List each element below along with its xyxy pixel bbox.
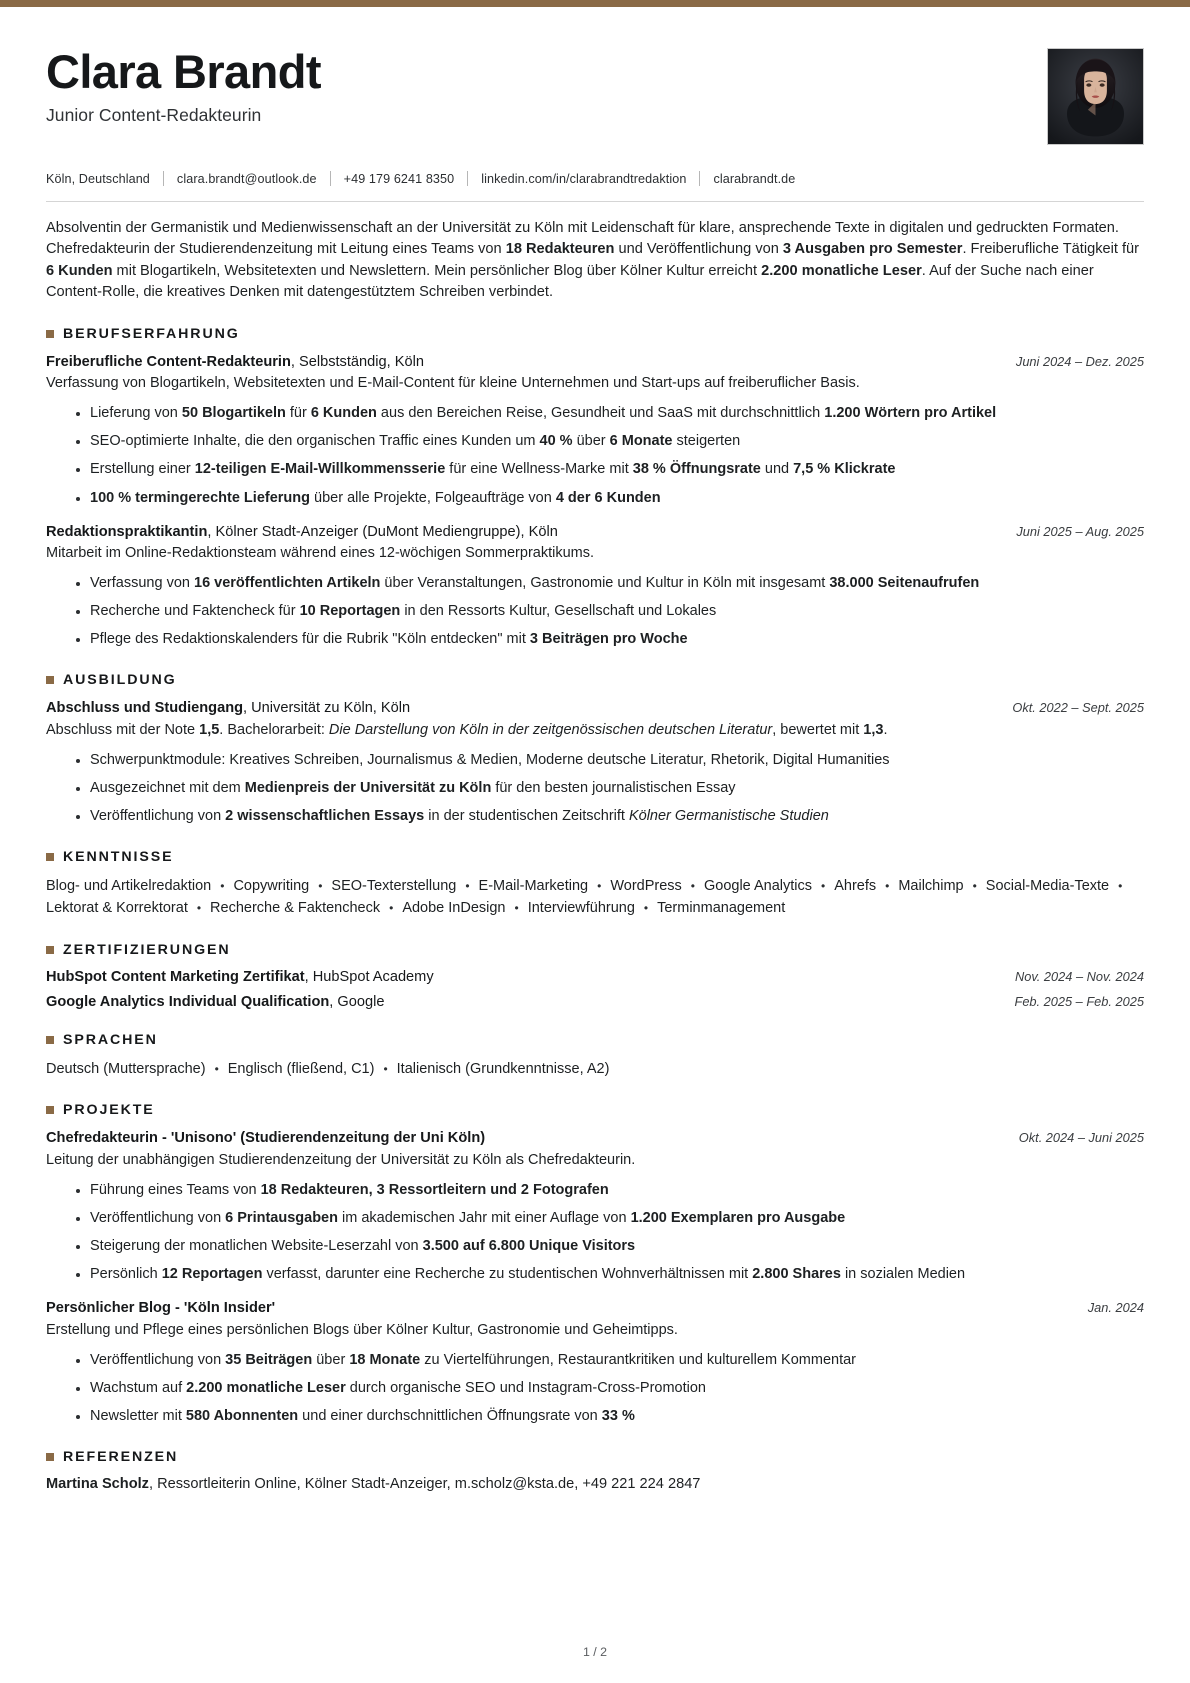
contact-linkedin[interactable]: linkedin.com/in/clarabrandtredaktion <box>481 171 687 186</box>
project-entries <box>46 1129 1144 1427</box>
list-separator-dot: • <box>690 879 695 894</box>
inline-list-item: Englisch (fließend, C1) <box>227 1060 375 1077</box>
bullet-item: Erstellung einer 12-teiligen E-Mail-Willkommensserie für eine Wellness-Marke mit 38 % Öffnungsrate und 7,5 % Klickrate <box>76 459 1144 480</box>
entry-date-range: Okt. 2022 – Sept. 2025 <box>1012 700 1144 716</box>
entry-title: Redaktionspraktikantin, Kölner Stadt-Anzeiger (DuMont Mediengruppe), Köln <box>46 523 558 540</box>
resume-entry <box>46 1129 1144 1285</box>
entry-description: Abschluss mit der Note 1,5. Bachelorarbeit: Die Darstellung von Köln in der zeitgenössischen deutschen Literatur, bewertet mit 1,3. <box>46 721 888 738</box>
inline-list-item: Terminmanagement <box>657 899 786 916</box>
contact-separator <box>330 171 331 186</box>
inline-list-item: Social-Media-Texte <box>985 878 1110 895</box>
section-sprachen <box>46 1032 1144 1081</box>
header-text-block <box>46 44 1047 126</box>
languages-list <box>46 1059 1144 1081</box>
bullet-item: Newsletter mit 580 Abonnenten und einer durchschnittlichen Öffnungsrate von 33 % <box>76 1406 1144 1427</box>
list-separator-dot: • <box>597 879 602 894</box>
list-separator-dot: • <box>383 1061 388 1076</box>
entry-description: Leitung der unabhängigen Studierendenzeitung der Universität zu Köln als Chefredakteurin. <box>46 1151 636 1168</box>
reference-entry: Martina Scholz, Ressortleiterin Online, Kölner Stadt-Anzeiger, m.scholz@ksta.de, +49 221 224 2847 <box>46 1475 701 1492</box>
entry-title: Freiberufliche Content-Redakteurin, Selbstständig, Köln <box>46 353 424 370</box>
entry-header-row <box>46 1299 1144 1319</box>
section-header <box>46 942 1144 958</box>
inline-list-item: Lektorat & Korrektorat <box>46 899 188 916</box>
section-title: ZERTIFIZIERUNGEN <box>63 941 231 958</box>
professional-summary: Absolventin der Germanistik und Medienwissenschaft an der Universität zu Köln mit Leidenschaft für klare, ansprechende Texte in digitalen und gedruckten Formaten. Chefredakteurin der Studierendenzeitung mit Leitung eines Teams von 18 Redakteuren und Veröffentlichung von 3 Ausgaben pro Semester. Freiberufliche Tätigkeit für 6 Kunden mit Blogartikeln, Websitetexten und Newslettern. Mein persönlicher Blog über Kölner Kultur erreicht 2.200 monatliche Leser. Auf der Suche nach einer Content-Rolle, die kreatives Denken mit datengestütztem Schreiben verbindet. <box>46 220 1139 301</box>
contact-line <box>46 171 1144 186</box>
entry-title: Chefredakteurin - 'Unisono' (Studierendenzeitung der Uni Köln) <box>46 1130 486 1147</box>
bullet-item: Persönlich 12 Reportagen verfasst, darunter eine Recherche zu studentischen Wohnverhältnissen mit 2.800 Shares in sozialen Medien <box>76 1264 1144 1285</box>
inline-list-item: Mailchimp <box>898 878 964 895</box>
contact-website[interactable]: clarabrandt.de <box>713 171 796 186</box>
contact-separator <box>699 171 700 186</box>
entry-header-row <box>46 523 1144 543</box>
section-header <box>46 1032 1144 1048</box>
entry-header-row <box>46 699 1144 719</box>
bullet-item: Pflege des Redaktionskalenders für die Rubrik "Köln entdecken" mit 3 Beiträgen pro Woche <box>76 629 1144 650</box>
resume-entry <box>46 699 1144 827</box>
list-separator-dot: • <box>220 879 225 894</box>
inline-list-item: E-Mail-Marketing <box>478 878 589 895</box>
section-ausbildung <box>46 672 1144 827</box>
contact-phone[interactable]: +49 179 6241 8350 <box>343 171 455 186</box>
section-kenntnisse <box>46 849 1144 920</box>
section-marker-icon <box>46 1453 54 1461</box>
entry-description: Mitarbeit im Online-Redaktionsteam während eines 12-wöchigen Sommerpraktikums. <box>46 545 595 562</box>
resume-entry <box>46 523 1144 651</box>
section-marker-icon <box>46 1106 54 1114</box>
section-header <box>46 1102 1144 1118</box>
resume-header <box>46 44 1144 145</box>
list-separator-dot: • <box>1118 879 1123 894</box>
entry-bullet-list <box>46 750 1144 827</box>
section-marker-icon <box>46 330 54 338</box>
candidate-role: Junior Content-Redakteurin <box>46 104 262 125</box>
section-marker-icon <box>46 853 54 861</box>
entry-bullet-list <box>46 403 1144 508</box>
inline-list-item: Copywriting <box>233 878 310 895</box>
header-divider <box>46 201 1144 202</box>
section-header <box>46 1449 1144 1465</box>
bullet-item: Schwerpunktmodule: Kreatives Schreiben, Journalismus & Medien, Moderne deutsche Literatur, Rhetorik, Digital Humanities <box>76 750 1144 771</box>
list-separator-dot: • <box>821 879 826 894</box>
entry-title: Persönlicher Blog - 'Köln Insider' <box>46 1300 276 1317</box>
entry-date-range: Juni 2024 – Dez. 2025 <box>1015 353 1144 369</box>
section-title: REFERENZEN <box>63 1448 179 1465</box>
section-title: KENNTNISSE <box>63 849 174 866</box>
section-title: BERUFSERFAHRUNG <box>63 325 240 342</box>
main-sections <box>46 326 1144 827</box>
certification-date: Feb. 2025 – Feb. 2025 <box>1014 993 1144 1009</box>
section-header <box>46 849 1144 865</box>
inline-list-item: WordPress <box>610 878 682 895</box>
certification-name: Google Analytics Individual Qualification, Google <box>46 993 385 1010</box>
bullet-item: Führung eines Teams von 18 Redakteuren, 3 Ressortleitern und 2 Fotografen <box>76 1180 1144 1201</box>
inline-list-item: Blog- und Artikelredaktion <box>46 878 212 895</box>
entry-bullet-list <box>46 1180 1144 1285</box>
inline-list-item: Interviewführung <box>527 899 635 916</box>
section-berufserfahrung <box>46 326 1144 651</box>
list-separator-dot: • <box>318 879 323 894</box>
list-separator-dot: • <box>514 900 519 915</box>
entry-description: Verfassung von Blogartikeln, Websitetexten und E-Mail-Content für kleine Unternehmen und Start-ups auf freiberuflicher Basis. <box>46 375 860 392</box>
list-separator-dot: • <box>465 879 470 894</box>
certification-row <box>46 994 1144 1010</box>
inline-list-item: Recherche & Faktencheck <box>210 899 381 916</box>
candidate-name: Clara Brandt <box>46 45 321 98</box>
bullet-item: Verfassung von 16 veröffentlichten Artikeln über Veranstaltungen, Gastronomie und Kultur in Köln mit insgesamt 38.000 Seitenaufrufen <box>76 573 1144 594</box>
bullet-item: Veröffentlichung von 35 Beiträgen über 18 Monate zu Viertelführungen, Restaurantkritiken und kulturellem Kommentar <box>76 1350 1144 1371</box>
bullet-item: Veröffentlichung von 2 wissenschaftlichen Essays in der studentischen Zeitschrift Kölner Germanistische Studien <box>76 806 1144 827</box>
certification-list <box>46 969 1144 1010</box>
certification-name: HubSpot Content Marketing Zertifikat, HubSpot Academy <box>46 968 434 985</box>
skills-list <box>46 876 1144 920</box>
candidate-photo <box>1047 48 1144 145</box>
bullet-item: Lieferung von 50 Blogartikeln für 6 Kunden aus den Bereichen Reise, Gesundheit und SaaS mit durchschnittlich 1.200 Wörtern pro Artikel <box>76 403 1144 424</box>
section-projekte <box>46 1102 1144 1427</box>
list-separator-dot: • <box>214 1061 219 1076</box>
section-title: SPRACHEN <box>63 1031 158 1048</box>
bullet-item: Steigerung der monatlichen Website-Leserzahl von 3.500 auf 6.800 Unique Visitors <box>76 1236 1144 1257</box>
entry-bullet-list <box>46 573 1144 650</box>
bullet-item: Ausgezeichnet mit dem Medienpreis der Universität zu Köln für den besten journalistischen Essay <box>76 778 1144 799</box>
list-separator-dot: • <box>972 879 977 894</box>
list-separator-dot: • <box>196 900 202 915</box>
section-referenzen <box>46 1449 1144 1492</box>
bullet-item: Wachstum auf 2.200 monatliche Leser durch organische SEO und Instagram-Cross-Promotion <box>76 1378 1144 1399</box>
inline-list-item: SEO-Texterstellung <box>331 878 457 895</box>
entry-header-row <box>46 1129 1144 1149</box>
contact-separator <box>467 171 468 186</box>
list-separator-dot: • <box>389 900 394 915</box>
certification-row <box>46 969 1144 985</box>
entry-header-row <box>46 353 1144 373</box>
resume-entry <box>46 353 1144 509</box>
section-marker-icon <box>46 676 54 684</box>
section-header <box>46 672 1144 688</box>
inline-list-item: Google Analytics <box>703 878 812 895</box>
bullet-item: Veröffentlichung von 6 Printausgaben im akademischen Jahr mit einer Auflage von 1.200 Exemplaren pro Ausgabe <box>76 1208 1144 1229</box>
section-marker-icon <box>46 1036 54 1044</box>
section-title: AUSBILDUNG <box>63 672 177 689</box>
entry-title: Abschluss und Studiengang, Universität zu Köln, Köln <box>46 700 411 717</box>
inline-list-item: Deutsch (Muttersprache) <box>46 1060 206 1077</box>
resume-entry <box>46 1299 1144 1427</box>
contact-email[interactable]: clara.brandt@outlook.de <box>176 171 317 186</box>
bullet-item: Recherche und Faktencheck für 10 Reportagen in den Ressorts Kultur, Gesellschaft und Lokales <box>76 601 1144 622</box>
bullet-item: SEO-optimierte Inhalte, die den organischen Traffic eines Kunden um 40 % über 6 Monate steigerten <box>76 431 1144 452</box>
entry-description: Erstellung und Pflege eines persönlichen Blogs über Kölner Kultur, Gastronomie und Geheimtipps. <box>46 1321 678 1338</box>
inline-list-item: Adobe InDesign <box>402 899 506 916</box>
accent-top-rule <box>0 0 1190 7</box>
list-separator-dot: • <box>885 879 890 894</box>
section-zertifizierungen <box>46 942 1144 1010</box>
section-marker-icon <box>46 946 54 954</box>
entry-date-range: Okt. 2024 – Juni 2025 <box>1018 1130 1144 1146</box>
contact-location: Köln, Deutschland <box>46 171 150 186</box>
entry-bullet-list <box>46 1350 1144 1427</box>
certification-date: Nov. 2024 – Nov. 2024 <box>1015 968 1144 984</box>
inline-list-item: Italienisch (Grundkenntnisse, A2) <box>396 1060 610 1077</box>
page-footer: 1 / 2 <box>582 1645 608 1659</box>
section-header <box>46 326 1144 342</box>
list-separator-dot: • <box>643 900 649 915</box>
section-title: PROJEKTE <box>63 1102 155 1119</box>
contact-separator <box>163 171 164 186</box>
inline-list-item: Ahrefs <box>834 878 877 895</box>
bullet-item: 100 % termingerechte Lieferung über alle Projekte, Folgeaufträge von 4 der 6 Kunden <box>76 488 1144 509</box>
entry-date-range: Juni 2025 – Aug. 2025 <box>1016 523 1144 539</box>
entry-date-range: Jan. 2024 <box>1087 1300 1144 1316</box>
